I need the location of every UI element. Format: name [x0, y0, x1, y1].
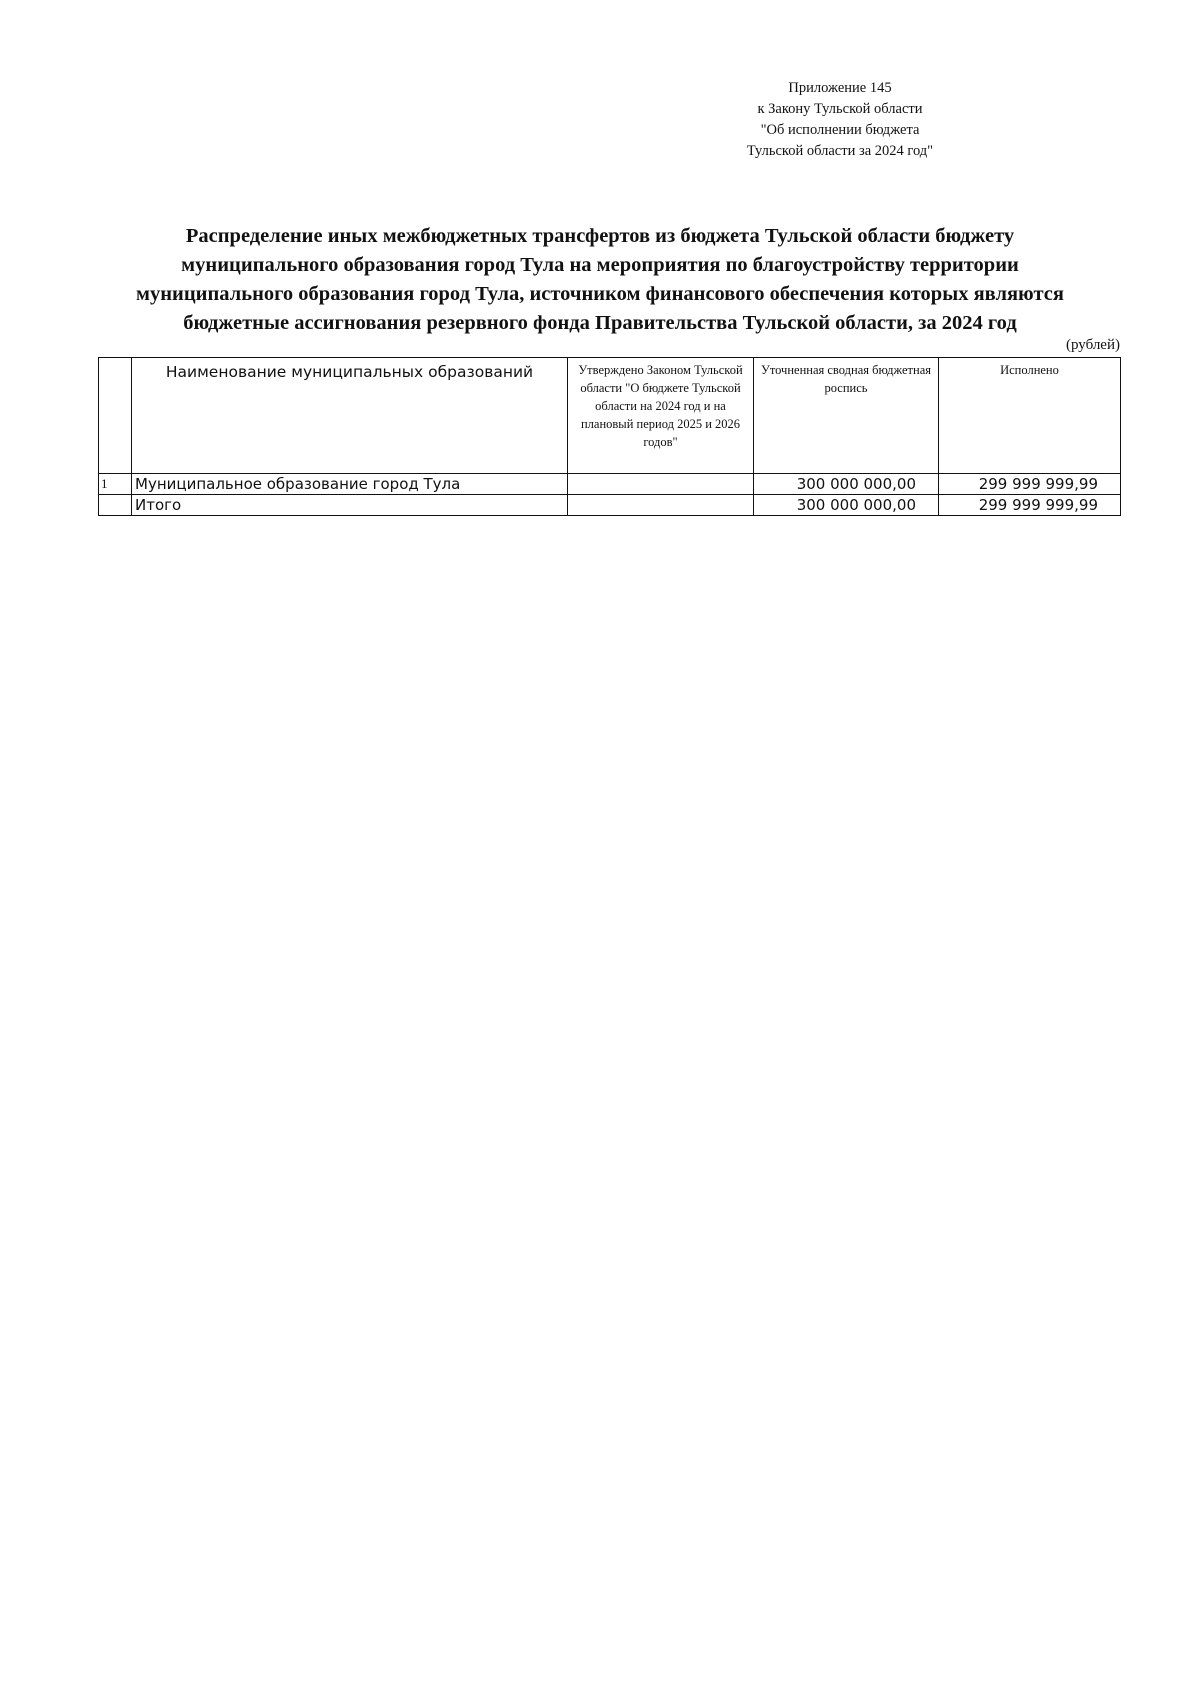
units-label: (рублей): [1065, 337, 1120, 353]
appendix-line: к Закону Тульской области: [757, 101, 923, 117]
row-number: [99, 495, 132, 516]
appendix-line: Тульской области за 2024 год": [746, 143, 934, 159]
row-approved-by-law: [568, 474, 754, 495]
table-total-row: [99, 495, 1121, 516]
title-line: Распределение иных межбюджетных трансфертов из бюджета Тульской области бюджету: [185, 225, 1015, 247]
table-header-row: [99, 358, 1121, 474]
row-executed: 299 999 999,99: [939, 495, 1121, 516]
title-line: бюджетные ассигнования резервного фонда Правительства Тульской области, за 2024 год: [183, 312, 1017, 334]
row-approved-by-law: [568, 495, 754, 516]
appendix-reference: [700, 78, 980, 162]
table-row: [99, 474, 1121, 495]
title-line: муниципального образования город Тула, источником финансового обеспечения которых являются: [136, 283, 1064, 305]
row-number: 1: [99, 474, 132, 495]
title-line: муниципального образования город Тула на мероприятия по благоустройству территории: [181, 254, 1019, 276]
document-title: [60, 222, 1140, 338]
row-revised-budget: 300 000 000,00: [754, 474, 939, 495]
row-name: Итого: [132, 495, 568, 516]
header-executed: Исполнено: [939, 358, 1121, 474]
header-name: Наименование муниципальных образований: [132, 358, 568, 474]
header-number-cell: [99, 358, 132, 474]
appendix-line: Приложение 145: [788, 80, 892, 96]
header-approved-by-law: Утверждено Законом Тульской области "О бюджете Тульской области на 2024 год и на плановый период 2025 и 2026 годов": [568, 358, 754, 474]
header-revised-budget: Уточненная сводная бюджетная роспись: [754, 358, 939, 474]
row-executed: 299 999 999,99: [939, 474, 1121, 495]
appendix-line: "Об исполнении бюджета: [760, 122, 920, 138]
row-revised-budget: 300 000 000,00: [754, 495, 939, 516]
row-name: Муниципальное образование город Тула: [132, 474, 568, 495]
transfers-table: [98, 357, 1121, 516]
